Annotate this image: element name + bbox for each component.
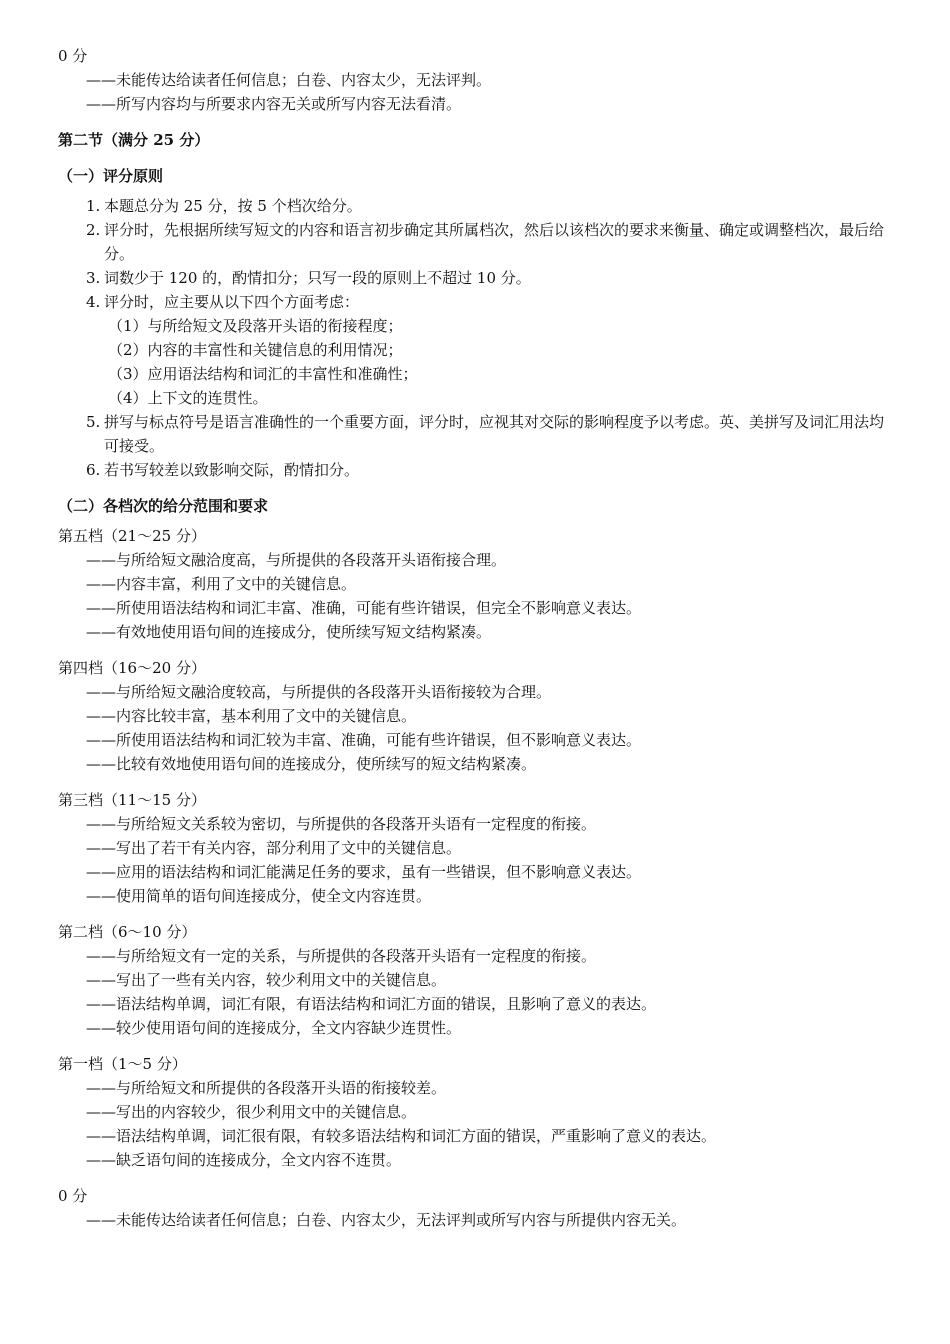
level-description: ——与所给短文关系较为密切，与所提供的各段落开头语有一定程度的衔接。 (86, 815, 597, 833)
principle-number: 1. (86, 197, 101, 215)
principle-text: 拼写与标点符号是语言准确性的一个重要方面，评分时，应视其对交际的影响程度予以考虑。英、美拼写及词汇用法均可接受。 (104, 413, 885, 455)
principle-text: 词数少于 120 的，酌情扣分；只写一段的原则上不超过 10 分。 (104, 269, 531, 287)
top-zero-score-line-1: ——未能传达给读者任何信息；白卷、内容太少，无法评判。 (86, 71, 492, 89)
level-description: ——比较有效地使用语句间的连接成分，使所续写的短文结构紧凑。 (86, 755, 537, 773)
level-title: 第五档（21～25 分） (58, 527, 206, 545)
section-2-title: 第二节（满分 25 分） (58, 131, 210, 149)
level-description: ——与所给短文融洽度高，与所提供的各段落开头语衔接合理。 (86, 551, 507, 569)
level-block-2 (58, 920, 898, 1040)
principle-item-2 (58, 218, 898, 266)
principle-text: 评分时，先根据所续写短文的内容和语言初步确定其所属档次，然后以该档次的要求来衡量、确定或调整档次，最后给分。 (104, 221, 885, 263)
principles-title: （一）评分原则 (58, 167, 164, 185)
level-description: ——所使用语法结构和词汇丰富、准确，可能有些许错误，但完全不影响意义表达。 (86, 599, 642, 617)
level-description: ——写出了若干有关内容，部分利用了文中的关键信息。 (86, 839, 462, 857)
level-description: ——语法结构单调，词汇有限，有语法结构和词汇方面的错误，且影响了意义的表达。 (86, 995, 657, 1013)
principle-sub-item-2: （2）内容的丰富性和关键信息的利用情况； (108, 341, 403, 359)
principle-text: 若书写较差以致影响交际，酌情扣分。 (104, 461, 360, 479)
principle-sub-item-3: （3）应用语法结构和词汇的丰富性和准确性； (108, 365, 418, 383)
level-title: 0 分 (58, 1187, 88, 1205)
principle-sub-item-4: （4）上下文的连贯性。 (108, 389, 268, 407)
level-title: 第二档（6～10 分） (58, 923, 197, 941)
level-block-1 (58, 1052, 898, 1172)
principle-sub-item-1: （1）与所给短文及段落开头语的衔接程度； (108, 317, 403, 335)
level-title: 第三档（11～15 分） (58, 791, 206, 809)
level-description: ——写出的内容较少，很少利用文中的关键信息。 (86, 1103, 417, 1121)
principle-number: 3. (86, 269, 101, 287)
principle-item-3 (58, 266, 898, 290)
top-zero-score-block (58, 44, 898, 116)
principle-item-1 (58, 194, 898, 218)
level-description: ——较少使用语句间的连接成分，全文内容缺少连贯性。 (86, 1019, 462, 1037)
level-block-5 (58, 524, 898, 644)
level-description: ——语法结构单调，词汇很有限，有较多语法结构和词汇方面的错误，严重影响了意义的表达。 (86, 1127, 717, 1145)
level-description: ——未能传达给读者任何信息；白卷、内容太少，无法评判或所写内容与所提供内容无关。 (86, 1211, 687, 1229)
level-block-3 (58, 788, 898, 908)
level-description: ——有效地使用语句间的连接成分，使所续写短文结构紧凑。 (86, 623, 492, 641)
level-description: ——与所给短文有一定的关系，与所提供的各段落开头语有一定程度的衔接。 (86, 947, 597, 965)
level-block-0 (58, 1184, 898, 1232)
level-description: ——应用的语法结构和词汇能满足任务的要求，虽有一些错误，但不影响意义表达。 (86, 863, 642, 881)
level-description: ——与所给短文和所提供的各段落开头语的衔接较差。 (86, 1079, 447, 1097)
levels-title: （二）各档次的给分范围和要求 (58, 497, 269, 515)
document-page (58, 44, 898, 1232)
level-description: ——与所给短文融洽度较高，与所提供的各段落开头语衔接较为合理。 (86, 683, 552, 701)
principle-text: 评分时，应主要从以下四个方面考虑： (104, 293, 360, 311)
level-title: 第四档（16～20 分） (58, 659, 206, 677)
principle-item-6 (58, 458, 898, 482)
level-description: ——所使用语法结构和词汇较为丰富、准确，可能有些许错误，但不影响意义表达。 (86, 731, 642, 749)
level-description: ——内容丰富，利用了文中的关键信息。 (86, 575, 357, 593)
top-zero-score-title: 0 分 (58, 47, 88, 65)
principle-number: 6. (86, 461, 101, 479)
level-title: 第一档（1～5 分） (58, 1055, 187, 1073)
principle-item-4 (58, 290, 898, 314)
level-description: ——写出了一些有关内容，较少利用文中的关键信息。 (86, 971, 447, 989)
level-description: ——缺乏语句间的连接成分，全文内容不连贯。 (86, 1151, 402, 1169)
principle-number: 4. (86, 293, 101, 311)
principle-text: 本题总分为 25 分，按 5 个档次给分。 (104, 197, 362, 215)
top-zero-score-line-2: ——所写内容均与所要求内容无关或所写内容无法看清。 (86, 95, 462, 113)
principle-item-5 (58, 410, 898, 458)
level-block-4 (58, 656, 898, 776)
principle-number: 2. (86, 221, 101, 239)
level-description: ——内容比较丰富，基本利用了文中的关键信息。 (86, 707, 417, 725)
level-description: ——使用简单的语句间连接成分，使全文内容连贯。 (86, 887, 432, 905)
principle-number: 5. (86, 413, 101, 431)
